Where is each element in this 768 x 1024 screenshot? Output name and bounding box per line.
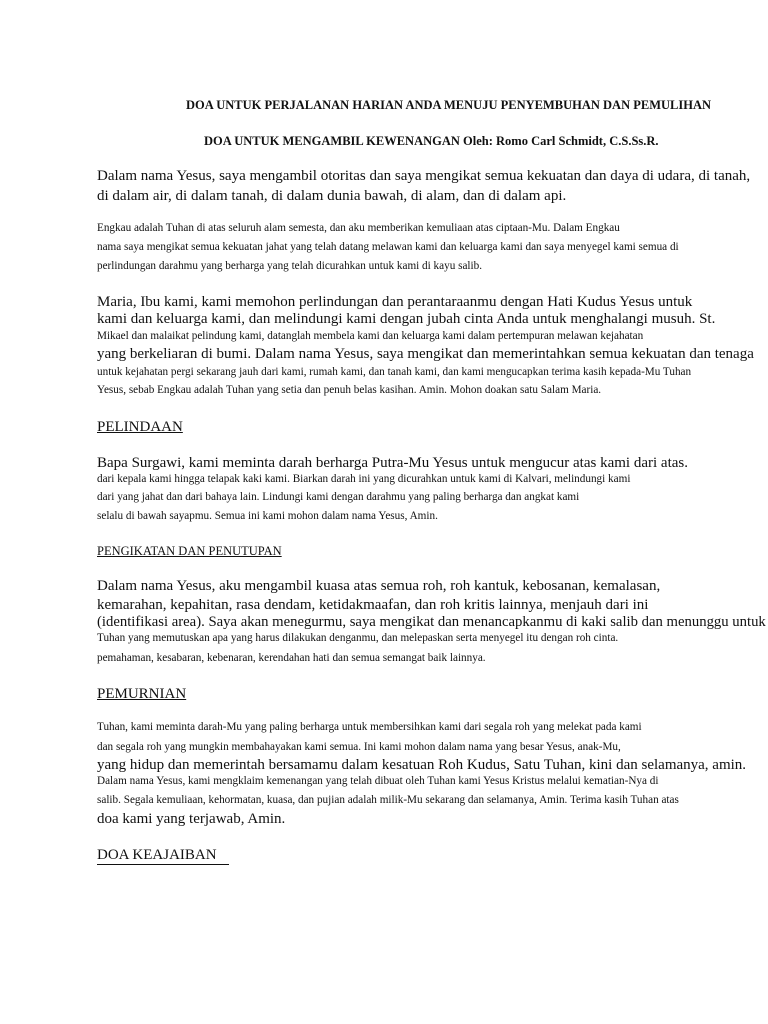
doa-keajaiban-label: DOA KEAJAIBAN [97,847,217,863]
paragraph-line: perlindungan darahmu yang berharga yang telah dicurahkan untuk kami di kayu salib. [97,260,483,272]
paragraph-line: doa kami yang terjawab, Amin. [97,811,286,827]
paragraph-line: Mikael dan malaikat pelindung kami, datanglah membela kami dan keluarga kami dalam pertempuran melawan kejahatan [97,330,644,342]
section-heading-pemurnian: PEMURNIAN [97,686,187,702]
paragraph-line: salib. Segala kemuliaan, kehormatan, kuasa, dan pujian adalah milik-Mu sekarang dan selamanya, Amin. Terima kasih Tuhan atas [97,794,679,806]
paragraph-line: kami dan keluarga kami, dan melindungi kami dengan jubah cinta Anda untuk menghalangi musuh. St. [97,311,716,327]
paragraph-line: pemahaman, kesabaran, kebenaran, kerendahan hati dan semua semangat baik lainnya. [97,652,486,664]
paragraph-line: Yesus, sebab Engkau adalah Tuhan yang setia dan penuh belas kasihan. Amin. Mohon doakan satu Salam Maria. [97,384,602,396]
paragraph-line: (identifikasi area). Saya akan menegurmu, saya mengikat dan menancapkanmu di kaki salib dan menunggu untuk [97,614,766,630]
paragraph-line: selalu di bawah sayapmu. Semua ini kami mohon dalam nama Yesus, Amin. [97,510,438,522]
paragraph-line: kemarahan, kepahitan, rasa dendam, ketidakmaafan, dan roh kritis lainnya, menjauh dari ini [97,597,649,613]
paragraph-line: nama saya mengikat semua kekuatan jahat yang telah datang melawan kami dan keluarga kami dan saya menyegel kami semua di [97,241,679,253]
section-heading-pelindaan: PELINDAAN [97,419,183,435]
paragraph-line: di dalam air, di dalam tanah, di dalam dunia bawah, di alam, dan di dalam api. [97,188,567,204]
paragraph-line: Dalam nama Yesus, kami mengklaim kemenangan yang telah dibuat oleh Tuhan kami Yesus Kristus melalui kematian-Nya di [97,775,659,787]
section-heading-doa-keajaiban [97,847,229,865]
document-subtitle: DOA UNTUK MENGAMBIL KEWENANGAN Oleh: Romo Carl Schmidt, C.S.Ss.R. [204,134,659,148]
paragraph-line: dari kepala kami hingga telapak kaki kami. Biarkan darah ini yang dicurahkan untuk kami di Kalvari, melindungi kami [97,473,631,485]
paragraph-line: Engkau adalah Tuhan di atas seluruh alam semesta, dan aku memberikan kemuliaan atas ciptaan-Mu. Dalam Engkau [97,222,620,234]
paragraph-line: yang berkeliaran di bumi. Dalam nama Yesus, saya mengikat dan memerintahkan semua kekuatan dan tenaga [97,346,754,362]
paragraph-line: Dalam nama Yesus, saya mengambil otoritas dan saya mengikat semua kekuatan dan daya di udara, di tanah, [97,168,751,184]
paragraph-line: Maria, Ibu kami, kami memohon perlindungan dan perantaraanmu dengan Hati Kudus Yesus untuk [97,294,693,310]
paragraph-line: Tuhan, kami meminta darah-Mu yang paling berharga untuk membersihkan kami dari segala roh yang melekat pada kami [97,721,642,733]
paragraph-line: dan segala roh yang mungkin membahayakan kami semua. Ini kami mohon dalam nama yang besar Yesus, anak-Mu, [97,741,621,753]
section-heading-pengikatan: PENGIKATAN DAN PENUTUPAN [97,544,282,558]
paragraph-line: dari yang jahat dan dari bahaya lain. Lindungi kami dengan darahmu yang paling berharga dan angkat kami [97,491,580,503]
paragraph-line: Bapa Surgawi, kami meminta darah berharga Putra-Mu Yesus untuk mengucur atas kami dari atas. [97,455,688,471]
paragraph-line: Dalam nama Yesus, aku mengambil kuasa atas semua roh, roh kantuk, kebosanan, kemalasan, [97,578,661,594]
paragraph-line: yang hidup dan memerintah bersamamu dalam kesatuan Roh Kudus, Satu Tuhan, kini dan selamanya, amin. [97,757,747,773]
document-title: DOA UNTUK PERJALANAN HARIAN ANDA MENUJU PENYEMBUHAN DAN PEMULIHAN [186,98,712,112]
paragraph-line: Tuhan yang memutuskan apa yang harus dilakukan denganmu, dan melepaskan serta menyegel itu dengan roh cinta. [97,632,619,644]
paragraph-line: untuk kejahatan pergi sekarang jauh dari kami, rumah kami, dan tanah kami, dan kami mengucapkan terima kasih kepada-Mu Tuhan [97,366,692,378]
